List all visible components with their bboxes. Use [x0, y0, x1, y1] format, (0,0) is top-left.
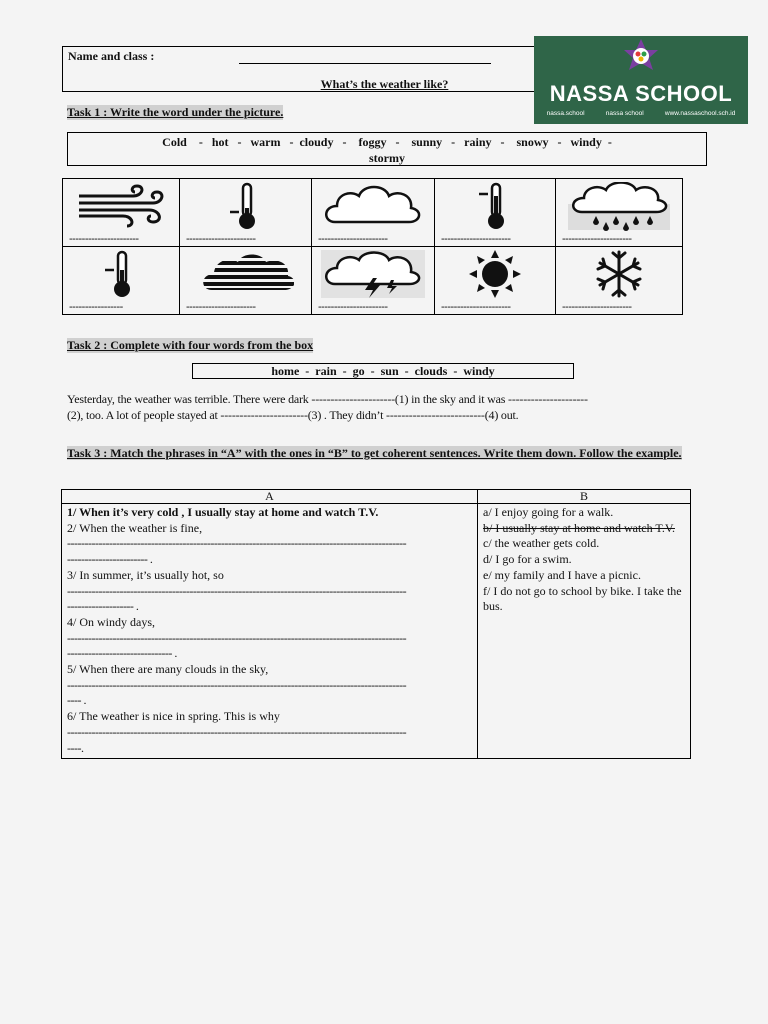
- task3-heading-text: Task 3 : Match the phrases in “A” with the ones in “B” to get coherent sentences. Write them down. Follow the example.: [67, 446, 682, 460]
- name-class-blank-line[interactable]: [239, 63, 491, 64]
- answer-line[interactable]: ------------------------------ .: [67, 646, 177, 661]
- task1-words-line2: stormy: [369, 151, 405, 165]
- picture-grid: [62, 178, 683, 315]
- foggy-icon: [198, 250, 294, 294]
- cloud-icon: [321, 182, 425, 228]
- logo-instagram: nassa.school: [546, 110, 585, 117]
- picture-cell: [435, 179, 556, 247]
- task2-heading: Task 2 : Complete with four words from the box: [67, 338, 314, 352]
- column-b: [478, 504, 691, 759]
- column-b-header: B: [478, 490, 691, 504]
- sunny-icon: [455, 250, 535, 298]
- answer-line[interactable]: ------------------- .: [67, 599, 139, 614]
- picture-cell: [556, 247, 683, 315]
- picture-answer-blank[interactable]: ----------------------: [186, 301, 256, 313]
- answer-line[interactable]: -------------------------------------------------------------------------------------------------: [67, 536, 407, 551]
- cold-thermometer-icon: [216, 182, 276, 232]
- picture-cell: [556, 179, 683, 247]
- picture-cell: [180, 179, 312, 247]
- worksheet-title: What’s the weather like?: [320, 77, 449, 91]
- picture-cell: [312, 179, 435, 247]
- task2-line1: Yesterday, the weather was terrible. There were dark ----------------------(1) in the sky and it was ---------------------: [67, 392, 588, 406]
- answer-line[interactable]: -------------------------------------------------------------------------------------------------: [67, 677, 407, 692]
- picture-answer-blank[interactable]: ----------------------: [69, 233, 139, 245]
- snowflake-icon: [581, 250, 657, 298]
- phrase-a3: 3/ In summer, it’s usually hot, so: [67, 567, 224, 582]
- phrase-a2: 2/ When the weather is fine,: [67, 520, 203, 535]
- picture-cell: [180, 247, 312, 315]
- answer-line[interactable]: -------------------------------------------------------------------------------------------------: [67, 630, 407, 645]
- phrase-b-e: e/ my family and I have a picnic.: [483, 567, 641, 582]
- answer-line[interactable]: ----------------------- .: [67, 552, 153, 567]
- logo-emblem-icon: [621, 38, 661, 78]
- school-logo: [534, 36, 748, 124]
- windy-icon: [73, 182, 169, 228]
- phrase-b-a: a/ I enjoy going for a walk.: [483, 505, 614, 519]
- task2-word-box: [192, 363, 574, 379]
- task3-heading: [67, 446, 707, 461]
- answer-line[interactable]: ---- .: [67, 693, 86, 708]
- answer-line[interactable]: ----.: [67, 740, 84, 755]
- logo-contacts: [536, 110, 746, 117]
- picture-answer-blank[interactable]: ----------------------: [441, 233, 511, 245]
- logo-website: www.nassaschool.sch.id: [664, 110, 736, 117]
- rainy-cloud-icon: [566, 182, 672, 232]
- warm-thermometer-icon: [465, 182, 525, 232]
- picture-answer-blank[interactable]: ----------------------: [441, 301, 511, 313]
- picture-cell: [63, 179, 180, 247]
- picture-answer-blank[interactable]: ----------------------: [318, 301, 388, 313]
- task2-line2: (2), too. A lot of people stayed at -----------------------(3) . They didn’t --------------------------(4) out.: [67, 408, 519, 422]
- task1-word-box: [67, 132, 707, 166]
- picture-cell: [312, 247, 435, 315]
- phrase-a5: 5/ When there are many clouds in the sky,: [67, 662, 269, 677]
- column-a-header: A: [62, 490, 478, 504]
- phrase-b-f: f/ I do not go to school by bike. I take the bus.: [483, 583, 682, 614]
- phrase-b-d: d/ I go for a swim.: [483, 552, 572, 567]
- phrase-b-b-crossed: b/ I usually stay at home and watch T.V.: [483, 520, 675, 535]
- picture-answer-blank[interactable]: ----------------------: [562, 233, 632, 245]
- picture-cell: [63, 247, 180, 315]
- example-sentence: 1/ When it’s very cold , I usually stay at home and watch T.V.: [67, 505, 379, 519]
- phrase-a4: 4/ On windy days,: [67, 614, 155, 629]
- answer-line[interactable]: -------------------------------------------------------------------------------------------------: [67, 724, 407, 739]
- answer-line[interactable]: -------------------------------------------------------------------------------------------------: [67, 583, 407, 598]
- logo-school-name: NASSA SCHOOL: [549, 81, 733, 106]
- name-class-label: Name and class :: [68, 49, 155, 63]
- task2-paragraph: [67, 391, 707, 423]
- matching-table: [61, 489, 691, 759]
- column-a: [62, 504, 478, 759]
- picture-cell: [435, 247, 556, 315]
- stormy-icon: [321, 250, 425, 298]
- task1-words-line1: Cold - hot - warm - cloudy - foggy - sunny - rainy - snowy - windy -: [162, 135, 612, 149]
- picture-answer-blank[interactable]: -----------------: [69, 301, 123, 313]
- task1-heading: Task 1 : Write the word under the picture.: [67, 105, 284, 119]
- logo-facebook: nassa school: [605, 110, 644, 117]
- picture-answer-blank[interactable]: ----------------------: [186, 233, 256, 245]
- phrase-b-c: c/ the weather gets cold.: [483, 536, 600, 551]
- phrase-a6: 6/ The weather is nice in spring. This is why: [67, 709, 280, 724]
- picture-answer-blank[interactable]: ----------------------: [562, 301, 632, 313]
- task2-box-words: home - rain - go - sun - clouds - windy: [271, 364, 495, 378]
- picture-answer-blank[interactable]: ----------------------: [318, 233, 388, 245]
- hot-thermometer-icon: [91, 250, 151, 300]
